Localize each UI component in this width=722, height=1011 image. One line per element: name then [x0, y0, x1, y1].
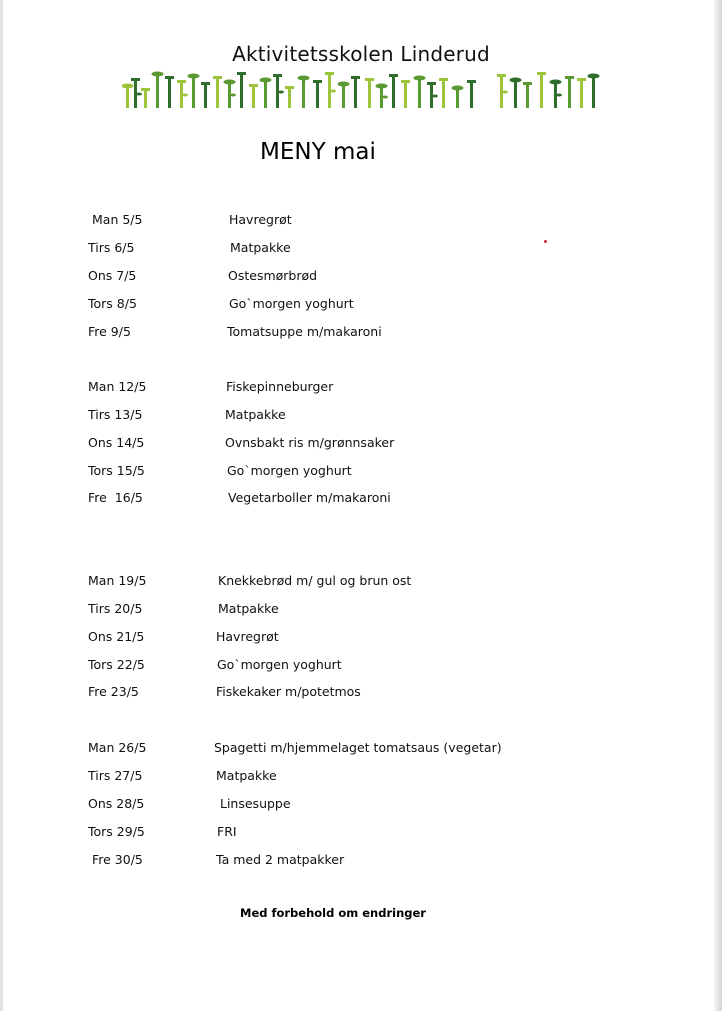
menu-day: Tors 8/5: [88, 296, 137, 311]
plant-stem: [288, 88, 291, 108]
menu-dish: Tomatsuppe m/makaroni: [227, 324, 382, 339]
plant-cap: [439, 78, 448, 81]
plant-stem: [392, 76, 395, 108]
plant-stem: [252, 86, 255, 108]
plant-stem: [192, 76, 195, 108]
plant-cap: [376, 84, 388, 89]
plant-cap: [401, 80, 410, 83]
plant-stem: [568, 78, 571, 108]
plant-cap: [565, 76, 574, 79]
plant-stem: [404, 82, 407, 108]
plant-cap: [537, 72, 546, 75]
menu-dish: Knekkebrød m/ gul og brun ost: [218, 573, 412, 588]
menu-day: Tirs 6/5: [88, 240, 135, 255]
menu-day: Ons 7/5: [88, 268, 137, 283]
plant-stem: [580, 80, 583, 108]
plant-leaf: [330, 90, 336, 93]
plant-stem: [514, 80, 517, 108]
plant-cap: [237, 72, 246, 75]
menu-dish: Matpakke: [230, 240, 291, 255]
plant-cap: [165, 76, 174, 79]
menu-day: Fre 9/5: [88, 324, 131, 339]
menu-dish: Havregrøt: [229, 212, 292, 227]
menu-day: Fre 16/5: [88, 490, 143, 505]
menu-dish: FRI: [217, 824, 237, 839]
plant-cap: [273, 74, 282, 77]
menu-dish: Ta med 2 matpakker: [216, 852, 345, 867]
plant-stem: [168, 78, 171, 108]
plant-leaf: [136, 93, 142, 96]
menu-dish: Linsesuppe: [220, 796, 291, 811]
plant-stem: [470, 82, 473, 108]
plant-stem: [368, 80, 371, 108]
menu-day: Ons 28/5: [88, 796, 145, 811]
plant-stem: [216, 78, 219, 108]
menu-day: Tors 15/5: [88, 463, 145, 478]
plant-cap: [249, 84, 258, 87]
plant-leaf: [556, 94, 562, 97]
menu-day: Ons 14/5: [88, 435, 145, 450]
school-name: Aktivitetsskolen Linderud: [232, 42, 490, 66]
plant-cap: [141, 88, 150, 91]
page-edge-left: [0, 0, 3, 1011]
footer-note: Med forbehold om endringer: [240, 906, 426, 920]
menu-dish: Ostesmørbrød: [228, 268, 318, 283]
plant-cap: [188, 74, 200, 79]
plant-stem: [156, 74, 159, 108]
menu-day: Tirs 27/5: [88, 768, 143, 783]
plant-cap: [523, 82, 532, 85]
plant-row-illustration-icon: [122, 70, 604, 110]
plant-cap: [351, 76, 360, 79]
menu-dish: Matpakke: [216, 768, 277, 783]
menu-day: Fre 30/5: [92, 852, 143, 867]
menu-day: Man 26/5: [88, 740, 147, 755]
plant-stem: [418, 78, 421, 108]
plant-stem: [204, 84, 207, 108]
plant-stem: [264, 80, 267, 108]
menu-title: MENY mai: [260, 139, 376, 165]
plant-cap: [152, 72, 164, 77]
menu-day: Ons 21/5: [88, 629, 145, 644]
plant-stem: [240, 74, 243, 108]
plant-cap: [313, 80, 322, 83]
menu-day: Man 5/5: [92, 212, 143, 227]
plant-cap: [338, 82, 350, 87]
plant-cap: [224, 80, 236, 85]
plant-stem: [316, 82, 319, 108]
plant-leaf: [230, 94, 236, 97]
plant-cap: [588, 74, 600, 79]
menu-dish: Ovnsbakt ris m/grønnsaker: [225, 435, 395, 450]
plant-cap: [452, 86, 464, 91]
plant-cap: [577, 78, 586, 81]
plant-cap: [325, 72, 334, 75]
plant-cap: [510, 78, 522, 83]
plant-stem: [302, 78, 305, 108]
plant-stem: [126, 86, 129, 108]
plant-cap: [285, 86, 294, 89]
menu-dish: Matpakke: [225, 407, 286, 422]
plant-cap: [260, 78, 272, 83]
plant-stem: [342, 84, 345, 108]
plant-cap: [414, 76, 426, 81]
menu-day: Fre 23/5: [88, 684, 139, 699]
plant-stem: [592, 76, 595, 108]
plant-cap: [365, 78, 374, 81]
plant-stem: [526, 84, 529, 108]
plant-stem: [456, 88, 459, 108]
plant-stem: [540, 74, 543, 108]
menu-dish: Havregrøt: [216, 629, 279, 644]
menu-dish: Go`morgen yoghurt: [227, 463, 352, 478]
page-edge-right: [714, 0, 722, 1011]
menu-day: Tirs 13/5: [88, 407, 143, 422]
plant-leaf: [182, 94, 188, 97]
plant-cap: [201, 82, 210, 85]
plant-stem: [354, 78, 357, 108]
menu-dish: Fiskekaker m/potetmos: [216, 684, 361, 699]
plant-leaf: [432, 95, 438, 98]
menu-day: Man 19/5: [88, 573, 147, 588]
plant-cap: [298, 76, 310, 81]
plant-leaf: [382, 96, 388, 99]
plant-cap: [122, 84, 134, 89]
plant-cap: [131, 78, 140, 81]
menu-dish: Spagetti m/hjemmelaget tomatsaus (vegetar): [214, 740, 502, 755]
menu-dish: Go`morgen yoghurt: [217, 657, 342, 672]
menu-dish: Vegetarboller m/makaroni: [228, 490, 391, 505]
plant-stem: [144, 90, 147, 108]
menu-dish: Fiskepinneburger: [226, 379, 334, 394]
menu-day: Man 12/5: [88, 379, 147, 394]
plant-leaf: [278, 91, 284, 94]
plant-cap: [550, 80, 562, 85]
menu-day: Tors 29/5: [88, 824, 145, 839]
plant-cap: [389, 74, 398, 77]
menu-day: Tors 22/5: [88, 657, 145, 672]
plant-stem: [442, 80, 445, 108]
plant-cap: [177, 80, 186, 83]
menu-dish: Go`morgen yoghurt: [229, 296, 354, 311]
stray-mark: [544, 240, 547, 243]
menu-day: Tirs 20/5: [88, 601, 143, 616]
plant-cap: [497, 74, 506, 77]
plant-leaf: [502, 91, 508, 94]
plant-cap: [467, 80, 476, 83]
plant-cap: [213, 76, 222, 79]
menu-dish: Matpakke: [218, 601, 279, 616]
plant-cap: [427, 82, 436, 85]
